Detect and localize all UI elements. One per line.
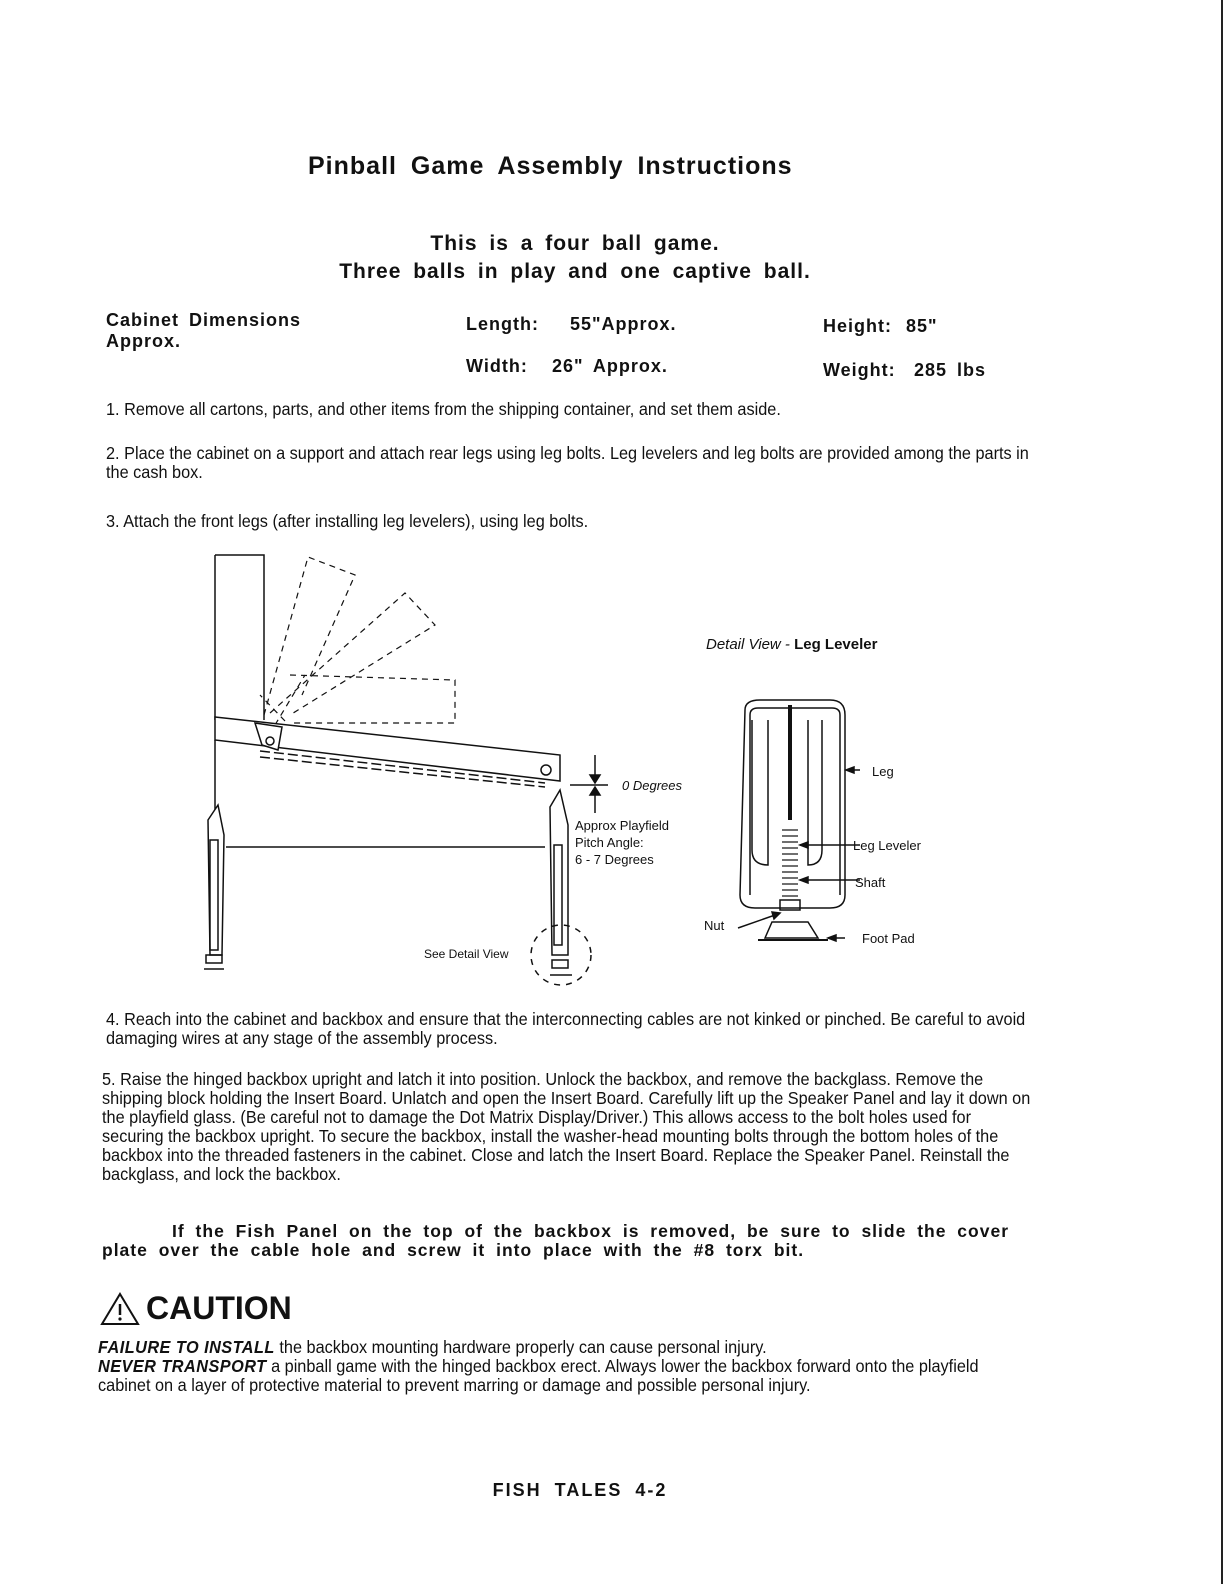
caution-line-2-bold: NEVER TRANSPORT xyxy=(98,1356,267,1376)
page-title: Pinball Game Assembly Instructions xyxy=(308,152,793,180)
backbox-swing-dashed xyxy=(260,557,455,725)
step-3: 3. Attach the front legs (after installing leg levelers), using leg bolts. xyxy=(106,511,589,531)
cabinet-dimensions-label: Cabinet Dimensions xyxy=(106,310,302,330)
length-value: 55"Approx. xyxy=(570,314,677,334)
scan-edge xyxy=(1216,0,1224,1584)
leg-leveler-label: Leg Leveler xyxy=(853,838,921,853)
weight-value: 285 lbs xyxy=(914,360,987,380)
pitch-label-line-1: Approx Playfield xyxy=(575,818,669,833)
zero-degrees-label: 0 Degrees xyxy=(622,778,682,793)
pitch-label-line-3: 6 - 7 Degrees xyxy=(575,852,654,867)
step-5: 5. Raise the hinged backbox upright and latch it into position. Unlock the backbox, and remove the backglass. Remove the shipping block holding the Insert Board. Unlatch and open the Insert Board. Carefully lift up the Speaker Panel and lay it down on the playfield glass. (Be careful not to damage the Dot Matrix Display/Driver.) This allows access to the bolt holes used for securing the backbox upright. To secure the backbox, install the washer-head mounting bolts through the bottom holes of the backbox into the threaded fasteners in the cabinet. Close and latch the Insert Board. Replace the Speaker Panel. Reinstall the backglass, and lock the backbox. xyxy=(102,1069,1031,1184)
nut-label: Nut xyxy=(704,918,725,933)
backbox-upright xyxy=(215,555,264,720)
detail-title xyxy=(706,636,877,653)
shaft-label: Shaft xyxy=(855,875,886,890)
leg-label: Leg xyxy=(872,764,894,779)
step-2: 2. Place the cabinet on a support and attach rear legs using leg bolts. Leg levelers and leg bolts are provided among the parts in the cash box. xyxy=(106,443,1029,482)
width-value: 26" Approx. xyxy=(552,356,668,376)
caution-line-1 xyxy=(98,1338,1028,1357)
caution-title: CAUTION xyxy=(146,1290,292,1326)
pitch-label-line-2: Pitch Angle: xyxy=(575,835,644,850)
caution-line-1-bold: FAILURE TO INSTALL xyxy=(98,1337,275,1357)
subtitle-line-1: This is a four ball game. xyxy=(430,232,720,255)
step-4: 4. Reach into the cabinet and backbox and ensure that the interconnecting cables are not kinked or pinched. Be careful to avoid damaging wires at any stage of the assembly process. xyxy=(106,1009,1026,1048)
detail-title-bold: Leg Leveler xyxy=(794,636,878,653)
leveler-thread xyxy=(782,830,798,896)
see-detail-label: See Detail View xyxy=(424,947,509,961)
detail-title-italic: Detail View - xyxy=(706,636,795,653)
page-footer: FISH TALES 4-2 xyxy=(492,1480,668,1500)
height-value: 85" xyxy=(906,316,938,336)
step-1: 1. Remove all cartons, parts, and other items from the shipping container, and set them aside. xyxy=(106,399,781,419)
length-label: Length: xyxy=(466,314,539,334)
width-label: Width: xyxy=(466,356,528,376)
height-label: Height: xyxy=(823,316,892,336)
subtitle-line-2: Three balls in play and one captive ball. xyxy=(339,260,811,283)
caution-heading xyxy=(100,1290,292,1327)
step-5-note: If the Fish Panel on the top of the backbox is removed, be sure to slide the cover plate over the cable hole and screw it into place with the #8 torx bit. xyxy=(102,1221,1009,1260)
caution-line-2-text: a pinball game with the hinged backbox erect. Always lower the backbox forward onto the playfield cabinet on a layer of protective material to prevent marring or damage and possible personal injury. xyxy=(98,1356,979,1395)
foot-pad-label: Foot Pad xyxy=(862,931,915,946)
cabinet-dimensions-approx: Approx. xyxy=(106,331,182,351)
caution-line-1-text: the backbox mounting hardware properly can cause personal injury. xyxy=(274,1337,767,1357)
weight-label: Weight: xyxy=(823,360,896,380)
warning-triangle-icon xyxy=(100,1292,140,1326)
caution-line-2 xyxy=(98,1357,1033,1395)
cabinet-side-diagram xyxy=(190,545,710,990)
